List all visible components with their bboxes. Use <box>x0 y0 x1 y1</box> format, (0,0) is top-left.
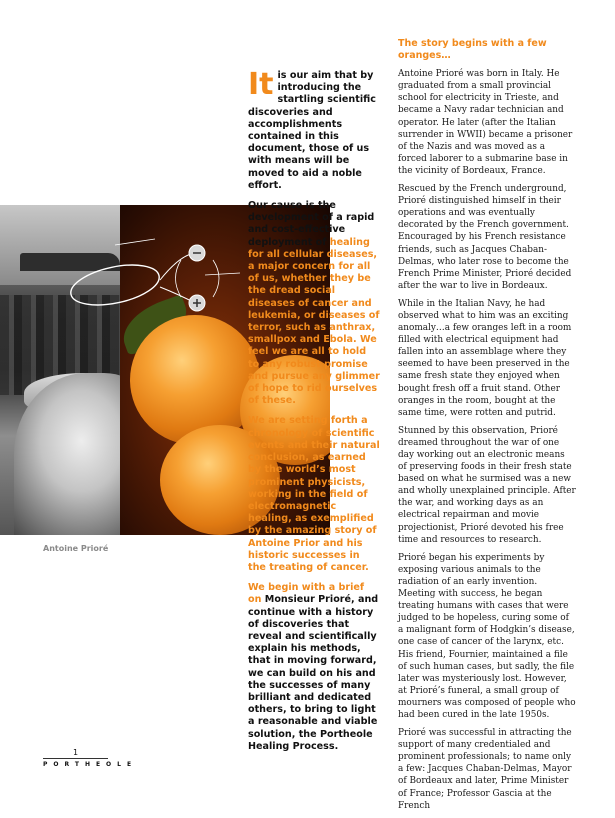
intro-paragraph <box>248 67 380 192</box>
story-paragraph: Rescued by the French underground, Prioré distinguished himself in their operations and was eventually decorated by the French government. Encouraged by his French resistance friends, such as Jacques Chaban-Delmas, who later rose to become the French Prime Minister, Prioré decided after the war to live in Bordeaux. <box>398 184 572 291</box>
brief-text: Monsieur Prioré, and continue with a history of discoveries that reveal and scientifically explain his methods, that in moving forward, we can build on his and the successes of many brilliant and dedicated others, to bring to light a reasonable and viable solution, the Portheole Healing Process. <box>248 594 379 752</box>
story-paragraph: While in the Italian Navy, he had observed what to him was an exciting anomaly…a few oranges left in a room filled with electrical equipment had fallen into an assemblage where they seemed to have been preserved in the same fresh state they enjoyed when bought fresh off a fruit stand. Other oranges in the room, bought at the same time, were rotten and putrid. <box>398 298 572 418</box>
story-column <box>398 38 576 818</box>
story-paragraph: Antoine Prioré was born in Italy. He graduated from a small provincial school for electricity in Trieste, and became a Navy radar technician and operator. He later (after the Italian surrender in WWII) became a prisoner of the Nazis and was moved as a forced laborer to a submarine base in the vicinity of Bordeaux, France. <box>398 69 573 176</box>
drop-cap: It <box>248 67 274 102</box>
cause-paragraph <box>248 200 380 407</box>
story-paragraph: Prioré was successful in attracting the support of many credentialed and prominent professionals; to name only a few: Jacques Chaban-Delmas, Mayor of Bordeaux and later, Prime Minister of France; Professor Gascia at the French <box>398 728 572 811</box>
intro-column <box>248 67 380 761</box>
page-number: 1 <box>73 748 79 757</box>
intro-text: is our aim that by introducing the startling scientific discoveries and accomplishments contained in this document, those of us with means will be moved to aid a noble effort. <box>248 70 376 191</box>
story-paragraph: Stunned by this observation, Prioré dreamed throughout the war of one day working out an electronic means of preserving foods in their fresh state based on what he surmised was a new and wholly unexplained principle. After the war, and working days as an electrical repairman and movie projectionist, Prioré devoted his free time and resources to research. <box>398 425 576 545</box>
page-footer <box>43 748 137 768</box>
footer-rule <box>43 758 108 759</box>
orange-fruit <box>130 315 260 445</box>
story-paragraph: Prioré began his experiments by exposing various animals to the radiation of an early invention. Meeting with success, he began treating humans with cases that were judged to be hopeless, curing some of a malignant form of Hodgkin’s disease, one case of cancer of the larynx, etc. His friend, Fournier, maintained a file of such human cases, but sadly, the file later was mysteriously lost. However, at Prioré’s funeral, a small group of mourners was composed of people who had been cured in the late 1950s. <box>398 552 576 720</box>
brief-paragraph <box>248 582 380 753</box>
photo-caption: Antoine Prioré <box>43 544 109 553</box>
cause-text: Our cause is the development of a rapid and cost-effective deployment of <box>248 200 375 248</box>
chronology-paragraph: We are setting forth a chronology of scientific events and their natural conclusion, as earned by the world’s most prominent physicists, working in the field of electromagnetic healing, as exemplified by the amazing story of Antoine Prior and his historic successes in the treating of cancer. <box>248 415 380 573</box>
footer-brand: PORTHEOLE <box>43 761 138 768</box>
story-heading: The story begins with a few oranges… <box>398 38 547 62</box>
cause-text-highlight: healing for all cellular diseases, a major concern for all of us, whether they be the dread social diseases of cancer and leukemia, or diseases of terror, such as anthrax, smallpox and Ebola. We feel we are all to hold to any robust promise and pursue any glimmer of hope to rid ourselves of these. <box>248 236 380 407</box>
brief-text-highlight: We begin with a brief on <box>248 582 365 606</box>
